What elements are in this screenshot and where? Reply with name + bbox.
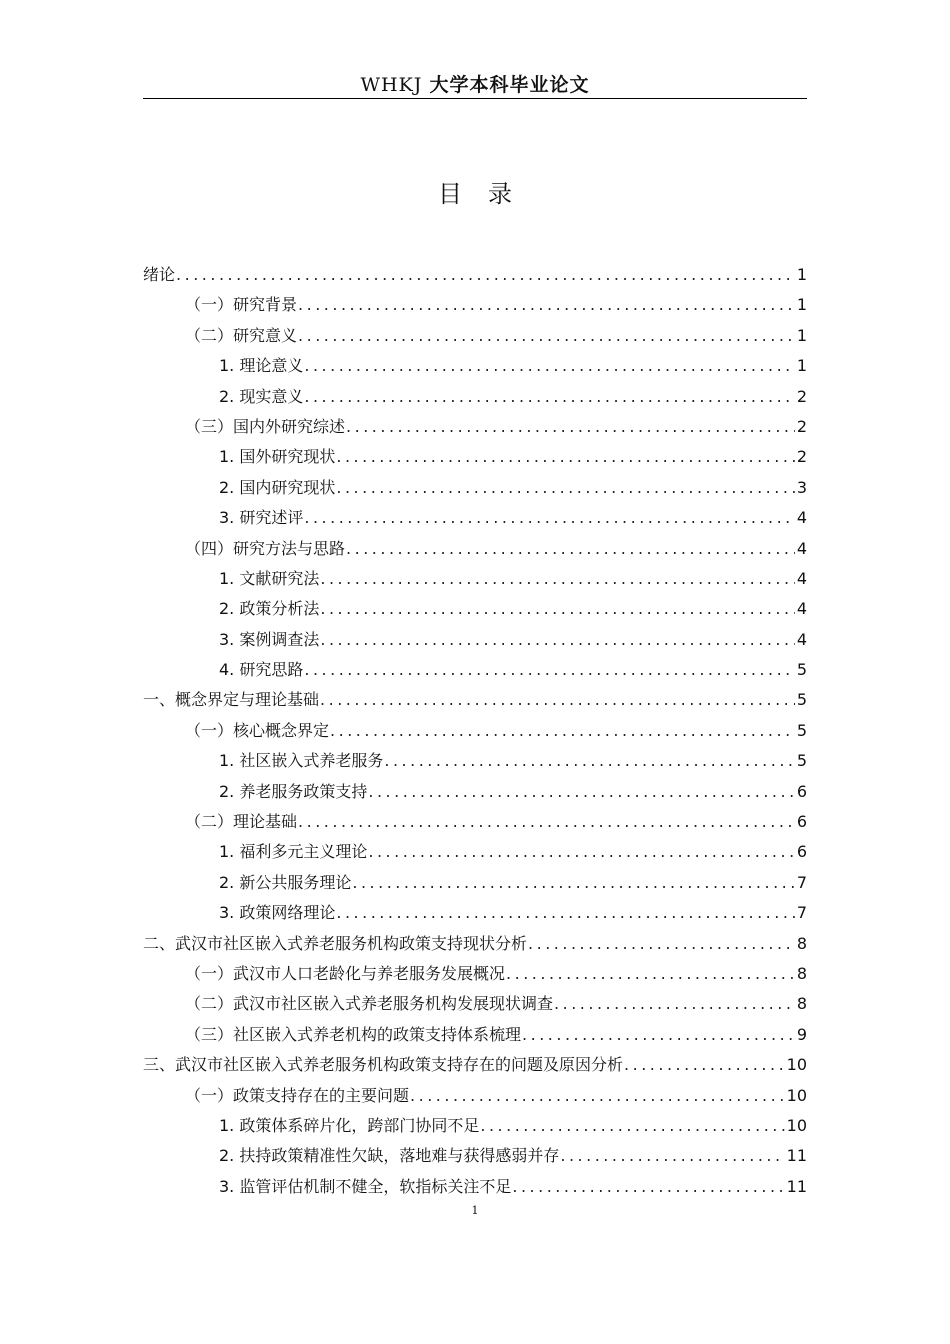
toc-leader-dots	[298, 290, 795, 320]
toc-entry-label: 2. 现实意义	[219, 386, 304, 406]
toc-entry-label: （一）政策支持存在的主要问题	[185, 1085, 410, 1105]
toc-entry-label: 3. 案例调查法	[219, 629, 320, 649]
toc-entry-label: 2. 扶持政策精准性欠缺，落地难与获得感弱并存	[219, 1146, 560, 1166]
toc-entry[interactable]	[143, 534, 807, 564]
toc-entry[interactable]	[143, 351, 807, 381]
toc-leader-dots	[320, 564, 794, 594]
toc-entry[interactable]	[143, 898, 807, 928]
toc-entry-label: 1. 文献研究法	[219, 568, 320, 588]
toc-entry[interactable]	[143, 746, 807, 776]
toc-entry[interactable]	[143, 321, 807, 351]
toc-entry-page: 11	[786, 1146, 807, 1166]
toc-entry-page: 1	[796, 356, 807, 376]
toc-entry-label: 3. 监管评估机制不健全，软指标关注不足	[219, 1176, 512, 1196]
toc-entry-page: 8	[796, 933, 807, 953]
toc-entry[interactable]	[143, 594, 807, 624]
toc-entry-label: 4. 研究思路	[219, 660, 304, 680]
toc-entry[interactable]	[143, 989, 807, 1019]
toc-entry-label: 一、概念界定与理论基础	[143, 690, 320, 710]
toc-leader-dots	[336, 442, 794, 472]
toc-entry-label: （二）理论基础	[185, 812, 298, 832]
toc-leader-dots	[368, 837, 794, 867]
running-header	[143, 70, 807, 98]
toc-leader-dots	[298, 807, 795, 837]
toc-entry[interactable]	[143, 1111, 807, 1141]
toc-entry-label: 1. 福利多元主义理论	[219, 842, 368, 862]
toc-entry-label: （二）武汉市社区嵌入式养老服务机构发展现状调查	[185, 994, 554, 1014]
running-header-title: 大学本科毕业论文	[429, 74, 590, 96]
toc-leader-dots	[352, 868, 794, 898]
toc-entry-page: 11	[786, 1176, 807, 1196]
toc-entry-page: 1	[796, 325, 807, 345]
toc-entry[interactable]	[143, 1020, 807, 1050]
toc-entry-page: 5	[796, 660, 807, 680]
toc-entry-page: 5	[796, 690, 807, 710]
toc-entry-label: 2. 养老服务政策支持	[219, 781, 368, 801]
toc-entry-page: 3	[796, 477, 807, 497]
toc-entry-page: 8	[796, 994, 807, 1014]
toc-leader-dots	[320, 594, 794, 624]
toc-entry-label: （三）社区嵌入式养老机构的政策支持体系梳理	[185, 1024, 522, 1044]
toc-leader-dots	[506, 959, 795, 989]
toc-leader-dots	[624, 1050, 785, 1080]
toc-entry-label: （一）武汉市人口老龄化与养老服务发展概况	[185, 963, 506, 983]
toc-entry-page: 4	[796, 599, 807, 619]
toc-entry-page: 4	[796, 538, 807, 558]
toc-entry-page: 4	[796, 629, 807, 649]
toc-leader-dots	[554, 989, 795, 1019]
toc-entry-page: 5	[796, 720, 807, 740]
toc-entry-label: 1. 国外研究现状	[219, 447, 336, 467]
toc-entry[interactable]	[143, 442, 807, 472]
toc-leader-dots	[320, 685, 795, 715]
toc-entry-page: 2	[796, 447, 807, 467]
toc-entry[interactable]	[143, 716, 807, 746]
toc-leader-dots	[304, 382, 794, 412]
toc-leader-dots	[368, 777, 794, 807]
table-of-contents	[143, 260, 807, 1202]
toc-entry-label: 2. 新公共服务理论	[219, 872, 352, 892]
toc-entry-label: （一）核心概念界定	[185, 720, 330, 740]
toc-leader-dots	[320, 625, 794, 655]
toc-entry-label: （一）研究背景	[185, 295, 298, 315]
toc-entry[interactable]	[143, 868, 807, 898]
toc-entry[interactable]	[143, 412, 807, 442]
toc-entry-label: 三、武汉市社区嵌入式养老服务机构政策支持存在的问题及原因分析	[143, 1055, 624, 1075]
toc-leader-dots	[176, 260, 795, 290]
toc-entry-page: 1	[796, 295, 807, 315]
toc-entry-page: 9	[796, 1024, 807, 1044]
toc-leader-dots	[528, 929, 795, 959]
toc-entry-page: 2	[796, 416, 807, 436]
toc-leader-dots	[346, 534, 795, 564]
toc-entry[interactable]	[143, 929, 807, 959]
page-number: 1	[471, 1204, 479, 1217]
toc-entry-page: 10	[786, 1115, 807, 1135]
toc-title: 目录	[438, 180, 538, 208]
toc-entry[interactable]	[143, 837, 807, 867]
toc-entry-label: 1. 政策体系碎片化，跨部门协同不足	[219, 1115, 480, 1135]
toc-entry-label: 1. 社区嵌入式养老服务	[219, 751, 384, 771]
toc-leader-dots	[298, 321, 795, 351]
toc-entry-label: 1. 理论意义	[219, 356, 304, 376]
toc-leader-dots	[336, 473, 794, 503]
toc-entry-page: 5	[796, 751, 807, 771]
toc-entry-label: 绪论	[143, 265, 176, 284]
toc-entry-page: 6	[796, 781, 807, 801]
toc-entry[interactable]	[143, 1050, 807, 1080]
toc-entry-page: 6	[796, 812, 807, 832]
toc-leader-dots	[522, 1020, 795, 1050]
toc-entry[interactable]	[143, 473, 807, 503]
toc-entry[interactable]	[143, 382, 807, 412]
toc-entry[interactable]	[143, 777, 807, 807]
toc-entry-page: 8	[796, 963, 807, 983]
toc-entry[interactable]	[143, 503, 807, 533]
toc-entry-label: 2. 国内研究现状	[219, 477, 336, 497]
toc-entry-page: 4	[796, 568, 807, 588]
toc-entry[interactable]	[143, 655, 807, 685]
toc-leader-dots	[346, 412, 795, 442]
toc-entry-label: 3. 研究述评	[219, 508, 304, 528]
toc-leader-dots	[512, 1172, 784, 1202]
running-header-latin: WHKJ	[360, 74, 423, 96]
header-rule	[143, 98, 807, 99]
toc-leader-dots	[410, 1081, 785, 1111]
toc-leader-dots	[560, 1141, 784, 1171]
toc-leader-dots	[480, 1111, 784, 1141]
toc-entry[interactable]	[143, 1081, 807, 1111]
toc-entry-label: 2. 政策分析法	[219, 599, 320, 619]
toc-leader-dots	[304, 503, 794, 533]
toc-entry-page: 4	[796, 508, 807, 528]
toc-entry[interactable]	[143, 959, 807, 989]
toc-entry-label: （三）国内外研究综述	[185, 416, 346, 436]
toc-entry[interactable]	[143, 260, 807, 290]
toc-leader-dots	[304, 655, 794, 685]
toc-entry-label: 二、武汉市社区嵌入式养老服务机构政策支持现状分析	[143, 933, 528, 953]
toc-entry-label: 3. 政策网络理论	[219, 903, 336, 923]
toc-leader-dots	[330, 716, 795, 746]
toc-entry-page: 1	[796, 265, 807, 284]
toc-entry-page: 10	[786, 1055, 807, 1075]
toc-leader-dots	[336, 898, 794, 928]
toc-entry[interactable]	[143, 290, 807, 320]
toc-entry[interactable]	[143, 1141, 807, 1171]
toc-entry[interactable]	[143, 807, 807, 837]
toc-leader-dots	[384, 746, 794, 776]
toc-entry-label: （四）研究方法与思路	[185, 538, 346, 558]
toc-leader-dots	[304, 351, 794, 381]
toc-entry-page: 7	[796, 872, 807, 892]
toc-entry-page: 10	[786, 1085, 807, 1105]
toc-entry[interactable]	[143, 564, 807, 594]
toc-entry[interactable]	[143, 1172, 807, 1202]
toc-entry-label: （二）研究意义	[185, 325, 298, 345]
toc-entry-page: 2	[796, 386, 807, 406]
toc-entry-page: 7	[796, 903, 807, 923]
toc-entry-page: 6	[796, 842, 807, 862]
toc-entry[interactable]	[143, 625, 807, 655]
toc-entry[interactable]	[143, 685, 807, 715]
